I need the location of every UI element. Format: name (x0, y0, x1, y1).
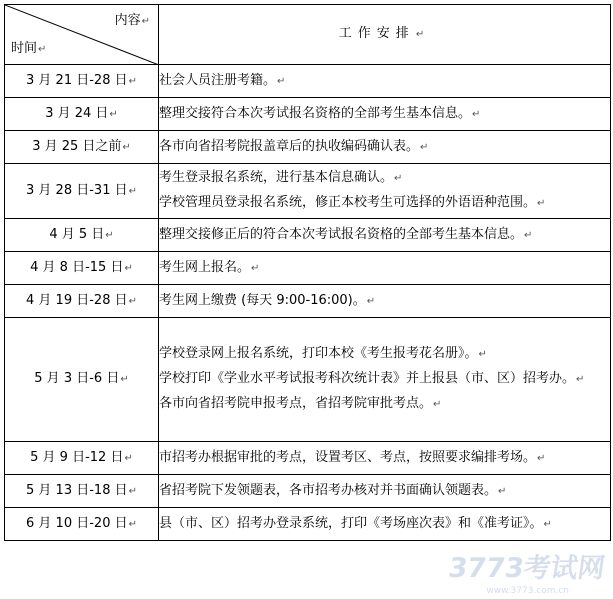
task-line: 考生网上缴费 (每天 9:00-16:00)。↵ (159, 292, 376, 308)
task-cell (159, 164, 611, 219)
task-line: 县（市、区）招考办登录系统，打印《考场座次表》和《准考证》。↵ (159, 515, 552, 531)
date-text: 6 月 10 日-20 日 (26, 515, 128, 531)
task-line: 省招考院下发领题表，各市招考办核对并书面确认领题表。↵ (159, 482, 507, 498)
date-text: 3 月 25 日之前 (32, 138, 122, 154)
date-cell: 5 月 9 日-12 日↵ (5, 442, 159, 475)
date-cell: 5 月 3 日-6 日↵ (5, 318, 159, 442)
date-cell: 5 月 13 日-18 日↵ (5, 475, 159, 508)
header-diagonal (5, 5, 158, 64)
task-cell (159, 98, 611, 131)
watermark-logo: 3773考试网 (446, 553, 607, 584)
task-line: 考生登录报名系统，进行基本信息确认。↵ (159, 170, 403, 185)
header-arrangement-cell: 工作安排↵ (159, 5, 611, 65)
table-row (5, 98, 611, 131)
table-row (5, 65, 611, 98)
date-cell: 3 月 28 日-31 日↵ (5, 164, 159, 219)
date-cell: 4 月 8 日-15 日↵ (5, 252, 159, 285)
table-row (5, 219, 611, 252)
task-cell (159, 65, 611, 98)
date-text: 4 月 5 日 (49, 226, 105, 242)
date-cell: 3 月 21 日-28 日↵ (5, 65, 159, 98)
header-time-label: 时间↵ (11, 41, 47, 56)
header-row (5, 5, 611, 65)
date-text: 3 月 21 日-28 日 (26, 72, 128, 88)
table-row (5, 252, 611, 285)
task-line: 学校打印《学业水平考试报考科次统计表》并上报县（市、区）招考办。↵ (159, 371, 585, 386)
table-row (5, 318, 611, 442)
task-cell (159, 252, 611, 285)
table-row (5, 164, 611, 219)
table-row (5, 131, 611, 164)
task-line: 考生网上报名。↵ (159, 259, 260, 275)
schedule-table (4, 4, 611, 541)
header-diagonal-cell (5, 5, 159, 65)
task-line: 各市向省招考院申报考点，省招考院审批考点。↵ (159, 396, 442, 411)
date-cell: 4 月 5 日↵ (5, 219, 159, 252)
date-text: 3 月 28 日-31 日 (26, 182, 128, 198)
date-text: 5 月 3 日-6 日 (34, 371, 120, 386)
task-line: 市招考办根据审批的考点，设置考区、考点，按照要求编排考场。↵ (159, 449, 546, 465)
task-line: 学校管理员登录报名系统，修正本校考生可选择的外语语种范围。↵ (159, 195, 546, 210)
table-row (5, 508, 611, 541)
header-arrangement-label: 工作安排 (338, 26, 415, 41)
date-text: 4 月 19 日-28 日 (26, 292, 128, 308)
task-line: 社会人员注册考籍。↵ (159, 72, 286, 88)
table-row (5, 475, 611, 508)
task-line: 整理交接修正后的符合本次考试报名资格的全部考生基本信息。↵ (159, 226, 533, 242)
task-cell (159, 442, 611, 475)
header-content-label: 内容↵ (114, 13, 150, 28)
date-text: 5 月 13 日-18 日 (26, 482, 128, 498)
task-cell (159, 131, 611, 164)
table-row (5, 285, 611, 318)
task-line: 各市向省招考院报盖章后的执收编码确认表。↵ (159, 138, 429, 154)
date-cell: 6 月 10 日-20 日↵ (5, 508, 159, 541)
task-line: 学校登录网上报名系统，打印本校《考生报考花名册》。↵ (159, 346, 487, 361)
schedule-body (5, 5, 611, 541)
task-cell (159, 508, 611, 541)
date-text: 4 月 8 日-15 日 (30, 259, 124, 275)
table-row (5, 442, 611, 475)
watermark-url: www.3773.com.cn (486, 586, 569, 596)
date-cell: 4 月 19 日-28 日↵ (5, 285, 159, 318)
date-text: 5 月 9 日-12 日 (30, 449, 124, 465)
task-cell (159, 475, 611, 508)
date-cell: 3 月 25 日之前↵ (5, 131, 159, 164)
task-cell (159, 285, 611, 318)
task-line: 整理交接符合本次考试报名资格的全部考生基本信息。↵ (159, 105, 481, 121)
task-cell (159, 318, 611, 442)
date-cell: 3 月 24 日↵ (5, 98, 159, 131)
task-cell (159, 219, 611, 252)
date-text: 3 月 24 日 (45, 105, 109, 121)
